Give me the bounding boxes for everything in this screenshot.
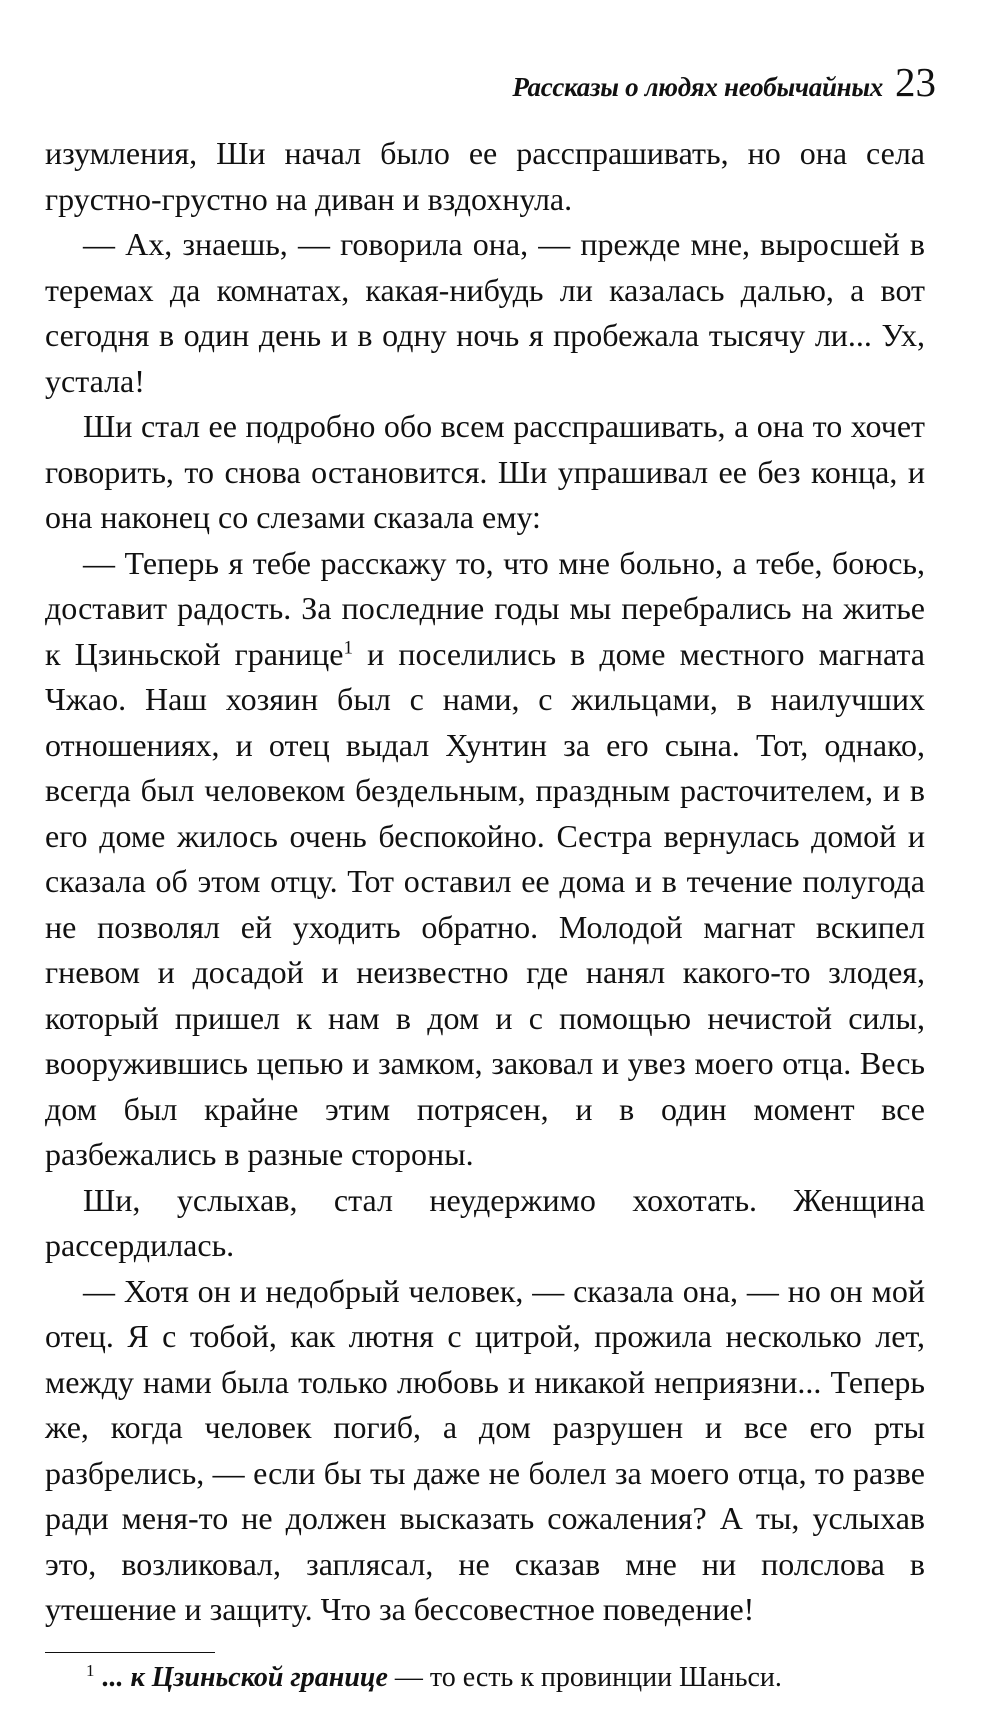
- footnote-mark: 1: [86, 1660, 95, 1680]
- body-text: [45, 131, 925, 1633]
- footnote-reference: 1: [343, 636, 353, 658]
- footnote-divider: [45, 1652, 215, 1653]
- paragraph-continued: изумления, Ши начал было ее расспрашивать, но она села грустно-грустно на диван и вздохнула.: [45, 135, 925, 217]
- paragraph-woman-reproach: — Хотя он и недобрый человек, — сказала она, — но он мой отец. Я с тобой, как лютня с цитрой, прожила несколько лет, между нами была только любовь и никакой неприязни... Теперь же, когда человек погиб, а дом разрушен и все его рты разбрелись, — если бы ты даже не болел за моего отца, то разве ради меня-то не должен высказать сожаления? А ты, услыхав это, возликовал, заплясал, не сказав мне ни полслова в утешение и защиту. Что за бессовестное поведение!: [45, 1272, 925, 1627]
- paragraph-dialogue-tired: — Ах, знаешь, — говорила она, — прежде мне, выросшей в теремах да комнатах, какая-нибудь ли казалась далью, а вот сегодня в один день и в одну ночь я пробежала тысячу ли... Ух, устала!: [45, 226, 925, 399]
- paragraph-text-part: — Теперь я тебе расскажу то, что мне больно, а тебе, боюсь, доставит радость. За последние годы мы перебрались на житье к Цзиньской границе: [45, 544, 925, 672]
- paragraph-text-part: и поселились в доме местного магната Чжао. Наш хозяин был с нами, с жильцами, в наилучших отношениях, и отец выдал Хунтин за его сына. Тот, однако, всегда был человеком бездельным, праздным расточителем, и в его доме жилось очень беспокойно. Сестра вернулась домой и сказала об этом отцу. Тот оставил ее дома и в течение полугода не позволял ей уходить обратно. Молодой магнат вскипел гневом и досадой и неизвестно где нанял какого-то злодея, который пришел к нам в дом и с помощью нечистой силы, вооружившись цепью и замком, заковал и увез моего отца. Весь дом был крайне этим потрясен, и в один момент все разбежались в разные стороны.: [45, 635, 925, 1172]
- paragraph-shi-laughs: Ши, услыхав, стал неудержимо хохотать. Женщина рассердилась.: [45, 1181, 925, 1263]
- page-number: 23: [895, 59, 936, 105]
- page-header: [48, 58, 936, 108]
- footnote-text: — то есть к провинции Шаньси.: [387, 1662, 782, 1693]
- paragraph-shi-asks: Ши стал ее подробно обо всем расспрашивать, а она то хочет говорить, то снова остановится. Ши упрашивал ее без конца, и она наконец со слезами сказала ему:: [45, 408, 925, 535]
- footnote-term: ... к Цзиньской границе: [102, 1662, 388, 1693]
- footnote: [86, 1660, 782, 1696]
- running-title: Рассказы о людях необычайных: [512, 72, 883, 102]
- paragraph-story-of-father: [45, 541, 925, 1178]
